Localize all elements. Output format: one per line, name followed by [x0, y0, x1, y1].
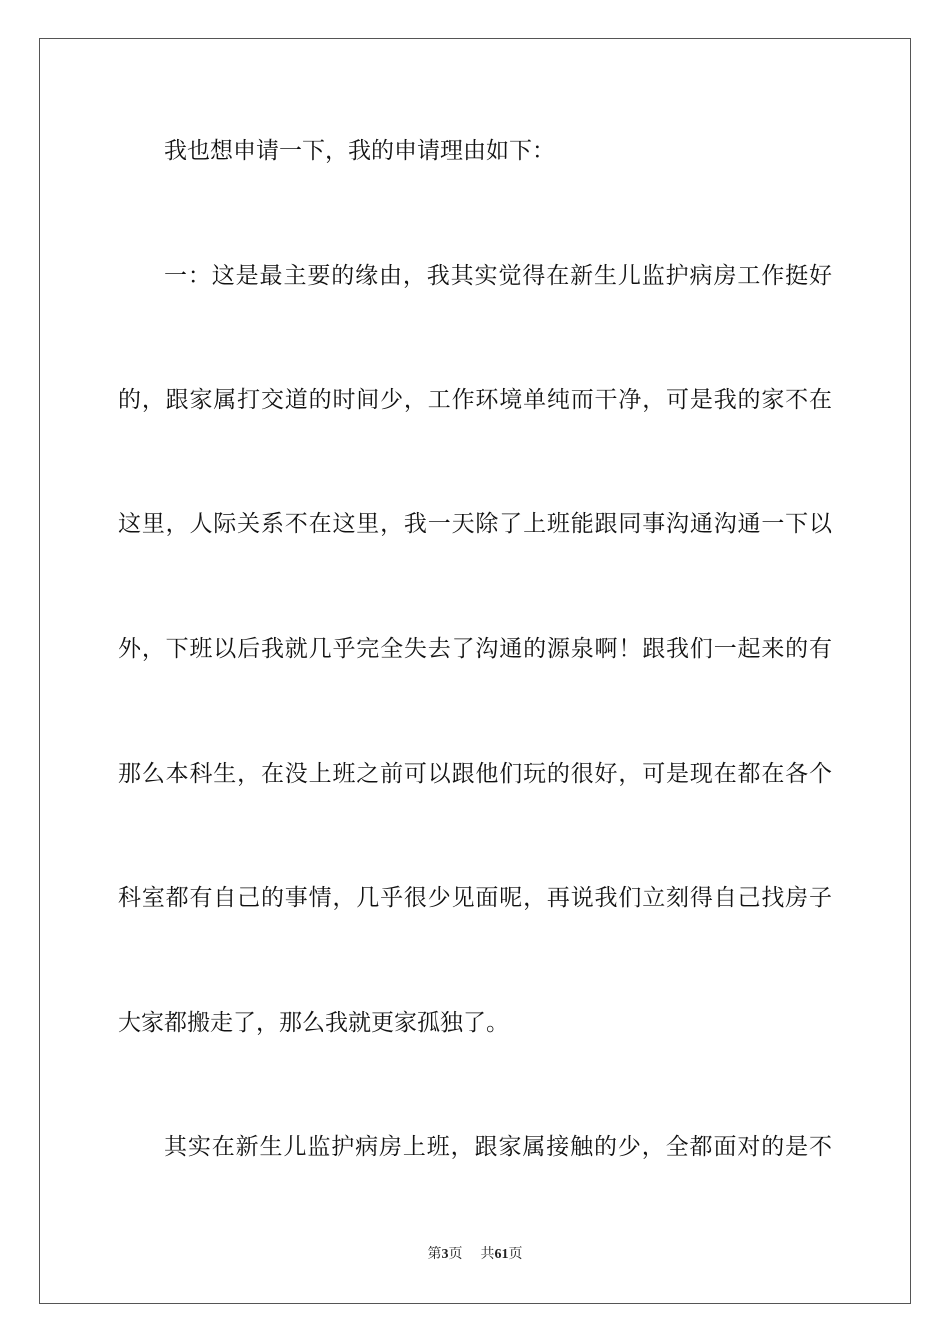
- page-prefix: 第: [427, 1247, 442, 1262]
- paragraph-line: 科室都有自己的事情，几乎很少见面呢，再说我们立刻得自己找房子: [118, 885, 832, 911]
- paragraph-line: 大家都搬走了，那么我就更家孤独了。: [118, 1010, 509, 1036]
- paragraph-line: 我也想申请一下，我的申请理由如下：: [164, 138, 555, 164]
- page-footer: [0, 1246, 950, 1264]
- paragraph-line: 这里，人际关系不在这里，我一天除了上班能跟同事沟通沟通一下以: [118, 511, 832, 537]
- paragraph-line: 的，跟家属打交道的时间少，工作环境单纯而干净，可是我的家不在: [118, 387, 832, 413]
- page-suffix: 页: [448, 1247, 463, 1262]
- paragraph-line: 那么本科生，在没上班之前可以跟他们玩的很好，可是现在都在各个: [118, 761, 832, 787]
- total-pages: 61: [494, 1247, 509, 1262]
- paragraph-line: 其实在新生儿监护病房上班，跟家属接触的少，全都面对的是不: [164, 1134, 832, 1160]
- paragraph-line: 外，下班以后我就几乎完全失去了沟通的源泉啊！跟我们一起来的有: [118, 636, 832, 662]
- total-suffix: 页: [508, 1247, 523, 1262]
- paragraph-line: 一：这是最主要的缘由，我其实觉得在新生儿监护病房工作挺好: [164, 263, 832, 289]
- page-border: [39, 38, 911, 1304]
- total-prefix: 共: [480, 1247, 495, 1262]
- page-number: 3: [441, 1247, 449, 1262]
